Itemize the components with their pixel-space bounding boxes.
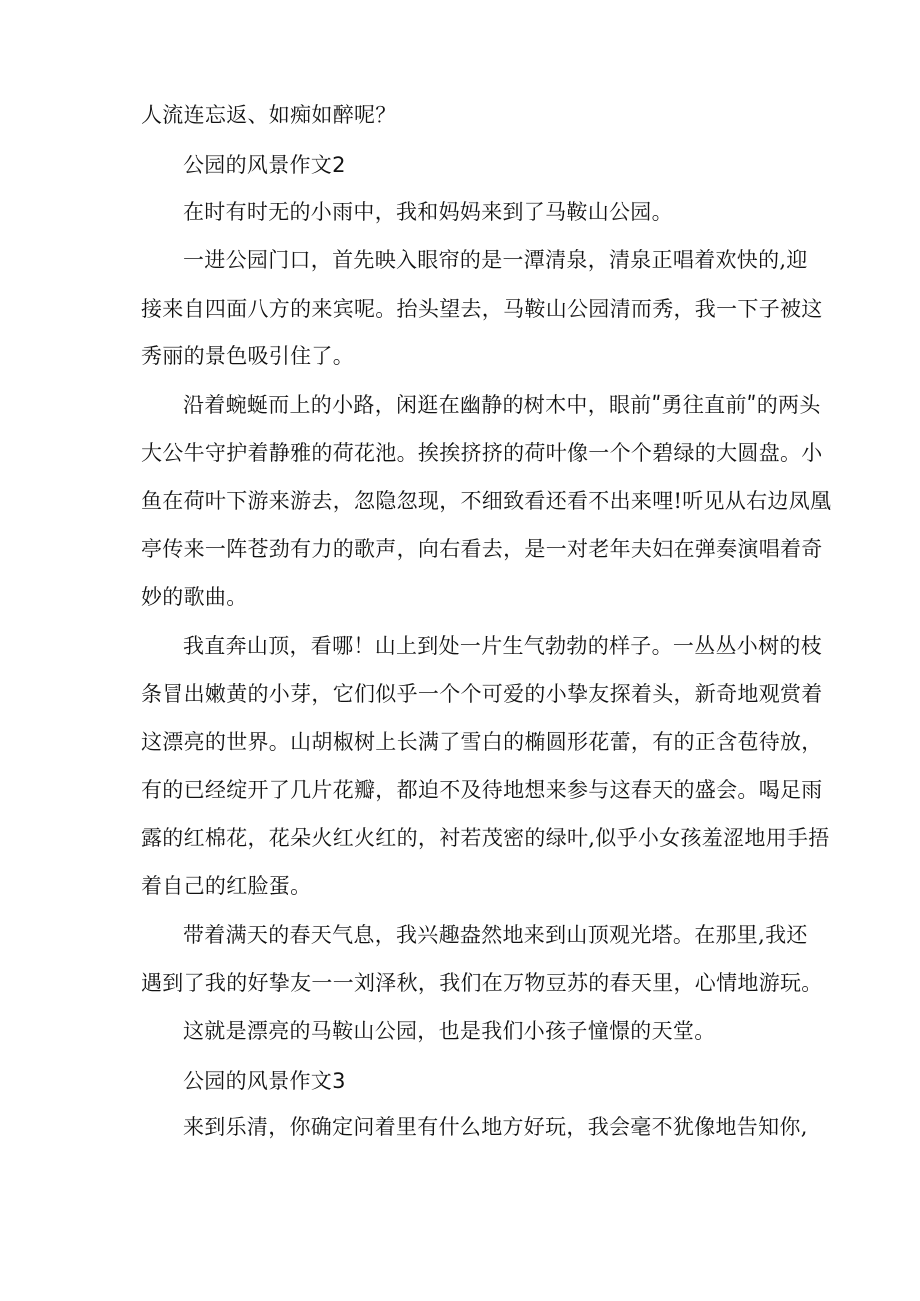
paragraph-line: 带着满天的春天气息，我兴趣盎然地来到山顶观光塔。在那里,我还 — [183, 923, 808, 947]
section-heading: 公园的风景作文3 — [183, 1069, 346, 1093]
paragraph-line: 沿着蜿蜒而上的小路，闲逛在幽静的树木中，眼前ʺ勇往直前ʺ的两头 — [183, 393, 821, 417]
paragraph-line: 这就是漂亮的马鞍山公园，也是我们小孩子憧憬的天堂。 — [183, 1019, 716, 1043]
section-heading: 公园的风景作文2 — [183, 153, 346, 177]
paragraph-line: 一进公园门口，首先映入眼帘的是一潭清泉，清泉正唱着欢快的,迎 — [183, 248, 808, 272]
paragraph-line: 亭传来一阵苍劲有力的歌声，向右看去，是一对老年夫妇在弹奏演唱着奇 — [141, 537, 823, 561]
paragraph-line: 条冒出嫩黄的小芽，它们似乎一个个可爱的小挚友探着头，新奇地观赏着 — [141, 682, 823, 706]
paragraph-line: 来到乐清，你确定问着里有什么地方好玩，我会毫不犹像地告知你, — [183, 1115, 808, 1139]
paragraph-line: 大公牛守护着静雅的荷花池。挨挨挤挤的荷叶像一个个碧绿的大圆盘。小 — [141, 441, 823, 465]
paragraph-line: 有的已经绽开了几片花瓣，都迫不及待地想来参与这春天的盛会。喝足雨 — [141, 778, 823, 802]
paragraph-line: 着自己的红脸蛋。 — [141, 874, 312, 898]
paragraph-line: 人流连忘返、如痴如醉呢？ — [141, 103, 397, 127]
paragraph-line: 在时有时无的小雨中，我和妈妈来到了马鞍山公园。 — [183, 200, 673, 224]
paragraph-line: 我直奔山顶，看哪！山上到处一片生气勃勃的样子。一丛丛小树的枝 — [183, 634, 822, 658]
paragraph-line: 露的红棉花，花朵火红火红的，衬若茂密的绿叶,似乎小女孩羞涩地用手捂 — [141, 826, 830, 850]
paragraph-line: 鱼在荷叶下游来游去，忽隐忽现，不细致看还看不出来哩!听见从右边凤凰 — [141, 489, 832, 513]
paragraph-line: 接来自四面八方的来宾呢。抬头望去，马鞍山公园清而秀，我一下子被这 — [141, 297, 823, 321]
paragraph-line: 妙的歌曲。 — [141, 585, 248, 609]
paragraph-line: 秀丽的景色吸引住了。 — [141, 344, 354, 368]
paragraph-line: 遇到了我的好挚友一一刘泽秋，我们在万物豆苏的春天里，心情地游玩。 — [141, 971, 823, 995]
paragraph-line: 这漂亮的世界。山胡椒树上长满了雪白的椭圆形花蕾，有的正含苞待放， — [141, 730, 823, 754]
